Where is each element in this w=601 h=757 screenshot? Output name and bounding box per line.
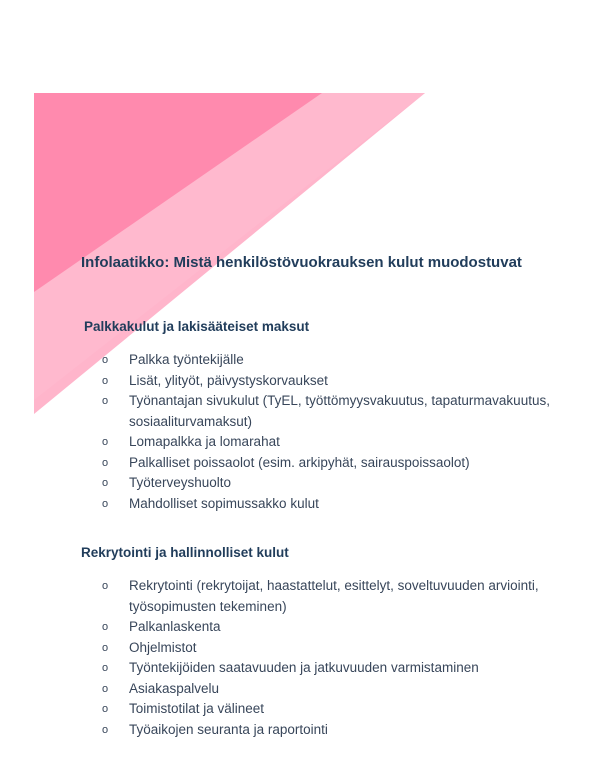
bullet-icon: o <box>102 682 109 695</box>
list-item: o Ohjelmistot <box>102 638 599 659</box>
list-item: o Työnantajan sivukulut (TyEL, työttömyysvakuutus, tapaturmavakuutus, sosiaaliturvamaksut) <box>102 393 550 429</box>
bullet-icon: o <box>102 703 109 715</box>
list-item: o Lomapalkka ja lomarahat <box>102 432 599 453</box>
bullet-icon: o <box>102 641 109 654</box>
list-item: o Toimistotilat ja välineet <box>102 699 599 720</box>
bullet-icon: o <box>102 374 109 387</box>
bullet-icon: o <box>102 662 109 674</box>
list-palkkakulut <box>102 350 599 514</box>
list-item: o Palkalliset poissaolot (esim. arkipyhät, sairauspoissaolot) <box>102 453 599 474</box>
list-item: o Palkka työntekijälle <box>102 350 599 371</box>
list-item: o Rekrytointi (rekrytoijat, haastattelut, esittelyt, soveltuvuuden arviointi, työsopimusten tekeminen) <box>102 578 539 614</box>
section-heading-rekrytointi: Rekrytointi ja hallinnolliset kulut <box>81 545 289 560</box>
bullet-icon: o <box>102 477 109 489</box>
bullet-icon: o <box>102 723 109 736</box>
list-item: o Lisät, ylityöt, päivystyskorvaukset <box>102 371 599 392</box>
bullet-icon: o <box>102 621 109 633</box>
list-item: o Työaikojen seuranta ja raportointi <box>102 720 599 741</box>
bullet-icon: o <box>102 436 109 448</box>
bullet-icon: o <box>102 395 109 407</box>
list-rekrytointi <box>102 576 599 740</box>
list-item: o Asiakaspalvelu <box>102 679 599 700</box>
bullet-icon: o <box>102 580 109 592</box>
list-item: o Työterveyshuolto <box>102 473 599 494</box>
bullet-icon: o <box>102 497 109 510</box>
bullet-icon: o <box>102 354 109 366</box>
page-title: Infolaatikko: Mistä henkilöstövuokrauksen kulut muodostuvat <box>81 254 522 271</box>
bullet-icon: o <box>102 456 109 469</box>
list-item: o Työntekijöiden saatavuuden ja jatkuvuuden varmistaminen <box>102 658 599 679</box>
section-heading-palkkakulut: Palkkakulut ja lakisääteiset maksut <box>84 319 310 334</box>
list-item: o Palkanlaskenta <box>102 617 599 638</box>
list-item: o Mahdolliset sopimussakko kulut <box>102 494 599 515</box>
